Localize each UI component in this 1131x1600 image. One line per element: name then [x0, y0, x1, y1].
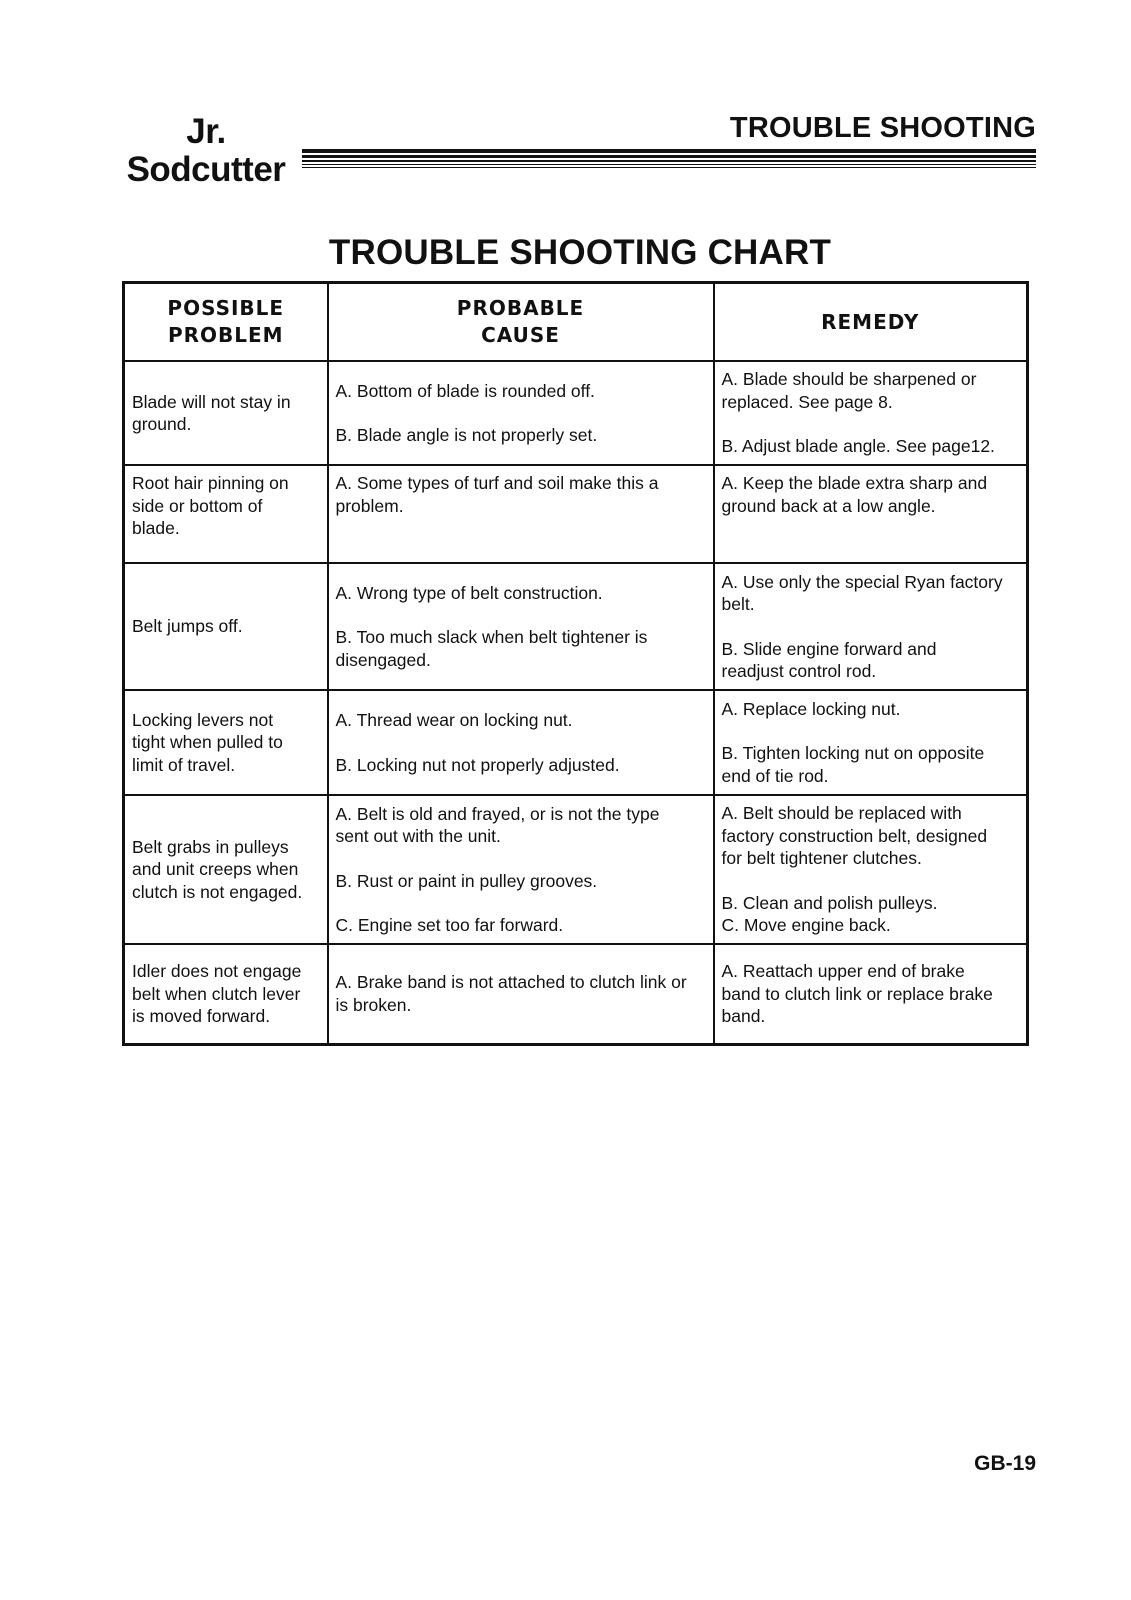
- cell-problem: [124, 361, 328, 465]
- section-title: TROUBLE SHOOTING: [729, 112, 1036, 144]
- brand-line2: Sodcutter: [126, 150, 286, 189]
- cause-line: A. Brake band is not attached to clutch link or: [335, 972, 687, 993]
- cause-line: is broken.: [335, 994, 412, 1015]
- remedy-line: end of tie rod.: [721, 765, 829, 786]
- chart-title: TROUBLE SHOOTING CHART: [328, 233, 832, 272]
- problem-line: Belt grabs in pulleys: [132, 836, 289, 857]
- cause-line: A. Some types of turf and soil make this a: [335, 473, 659, 493]
- remedy-line: [722, 616, 1021, 638]
- problem-line: Root hair pinning on: [132, 473, 289, 493]
- problem-line: tight when pulled to: [132, 732, 283, 753]
- cause-line: [336, 848, 707, 870]
- cell-cause: [328, 361, 714, 465]
- table-row: [124, 563, 1028, 690]
- cause-line: A. Wrong type of belt construction.: [335, 582, 603, 603]
- problem-line: clutch is not engaged.: [132, 881, 303, 902]
- cause-line: [336, 732, 707, 754]
- problem-line: is moved forward.: [132, 1006, 271, 1026]
- cause-line: C. Engine set too far forward.: [335, 915, 564, 935]
- cell-remedy: [714, 944, 1028, 1044]
- cell-problem: [124, 795, 328, 944]
- cause-line: B. Blade angle is not properly set.: [335, 425, 598, 445]
- cause-line: A. Thread wear on locking nut.: [335, 710, 573, 730]
- remedy-line: band to clutch link or replace brake: [721, 983, 993, 1004]
- column-header-problem: POSSIBLE PROBLEM: [124, 283, 328, 362]
- cell-problem: [124, 563, 328, 690]
- remedy-line: C. Move engine back.: [721, 915, 891, 936]
- cell-problem: [124, 690, 328, 795]
- remedy-line: [722, 720, 1021, 742]
- remedy-line: A. Use only the special Ryan factory: [721, 571, 1003, 592]
- problem-line: and unit creeps when: [132, 859, 299, 880]
- remedy-line: ground back at a low angle.: [721, 495, 936, 516]
- table-row: [124, 465, 1028, 563]
- problem-line: limit of travel.: [132, 754, 236, 775]
- column-header-cause: PROBABLE CAUSE: [328, 283, 714, 362]
- problem-line: belt when clutch lever: [132, 983, 301, 1004]
- remedy-line: B. Tighten locking nut on opposite: [721, 743, 985, 764]
- cell-remedy: [714, 690, 1028, 795]
- cause-line: sent out with the unit.: [335, 826, 501, 846]
- cell-remedy: [714, 795, 1028, 944]
- problem-line: ground.: [132, 414, 192, 434]
- trouble-shooting-table: [122, 281, 1029, 1046]
- remedy-line: [722, 413, 1021, 435]
- cause-line: problem.: [335, 495, 404, 516]
- remedy-line: A. Reattach upper end of brake: [721, 961, 965, 981]
- remedy-line: B. Clean and polish pulleys.: [721, 892, 938, 913]
- cell-problem: [124, 465, 328, 563]
- remedy-line: replaced. See page 8.: [721, 391, 893, 412]
- problem-line: Blade will not stay in: [132, 391, 291, 412]
- remedy-line: readjust control rod.: [721, 661, 877, 681]
- table-body: [124, 361, 1028, 1044]
- remedy-line: A. Replace locking nut.: [721, 698, 901, 719]
- cause-line: A. Belt is old and frayed, or is not the type: [335, 803, 660, 824]
- table-header-row: [124, 283, 1028, 362]
- remedy-line: factory construction belt, designed: [721, 825, 988, 846]
- cause-line: B. Rust or paint in pulley grooves.: [335, 870, 598, 891]
- remedy-line: band.: [721, 1006, 766, 1026]
- table-row: [124, 944, 1028, 1044]
- remedy-line: B. Adjust blade angle. See page12.: [721, 436, 995, 457]
- page-number: GB-19: [974, 1452, 1036, 1475]
- brand-line1: Jr.: [186, 112, 226, 151]
- problem-line: blade.: [132, 518, 180, 538]
- cell-cause: [328, 690, 714, 795]
- cause-line: [336, 402, 707, 424]
- cell-problem: [124, 944, 328, 1044]
- problem-line: Belt jumps off.: [132, 616, 243, 637]
- cause-line: [336, 604, 707, 626]
- remedy-line: for belt tightener clutches.: [721, 848, 922, 869]
- problem-line: Locking levers not: [132, 709, 274, 730]
- problem-line: side or bottom of: [132, 495, 263, 516]
- cell-remedy: [714, 361, 1028, 465]
- cell-cause: [328, 944, 714, 1044]
- header-rule: [302, 149, 1036, 173]
- cell-cause: [328, 465, 714, 563]
- remedy-line: [722, 870, 1021, 892]
- cell-cause: [328, 563, 714, 690]
- cell-cause: [328, 795, 714, 944]
- cause-line: disengaged.: [335, 649, 431, 670]
- remedy-line: belt.: [721, 594, 755, 614]
- problem-line: Idler does not engage: [132, 961, 302, 981]
- remedy-line: A. Keep the blade extra sharp and: [721, 473, 988, 493]
- cause-line: B. Locking nut not properly adjusted.: [335, 754, 620, 775]
- cell-remedy: [714, 563, 1028, 690]
- remedy-line: A. Blade should be sharpened or: [721, 369, 977, 390]
- table-row: [124, 795, 1028, 944]
- remedy-line: B. Slide engine forward and: [721, 638, 937, 659]
- cell-remedy: [714, 465, 1028, 563]
- cause-line: B. Too much slack when belt tightener is: [335, 627, 648, 648]
- cause-line: [336, 892, 707, 914]
- remedy-line: A. Belt should be replaced with: [721, 803, 962, 824]
- column-header-remedy: REMEDY: [714, 283, 1028, 362]
- cause-line: A. Bottom of blade is rounded off.: [335, 380, 595, 401]
- table-row: [124, 361, 1028, 465]
- table-row: [124, 690, 1028, 795]
- brand-logo: [116, 113, 296, 189]
